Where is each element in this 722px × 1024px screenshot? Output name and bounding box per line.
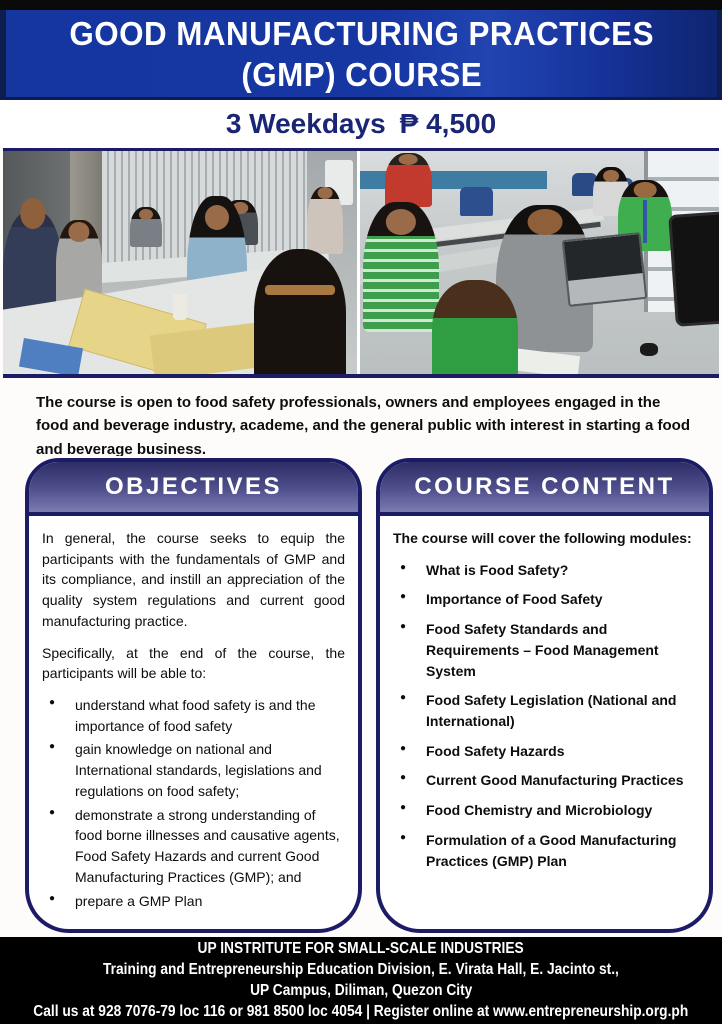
- photo-laptop-art: [561, 232, 647, 307]
- photo-person-art: [130, 207, 162, 247]
- photo-cup-art: [173, 294, 187, 321]
- photo-person-art: [363, 202, 438, 331]
- course-title-line-2: (GMP) COURSE: [241, 55, 482, 93]
- objectives-card: [25, 458, 362, 933]
- objectives-heading: OBJECTIVES: [29, 462, 358, 516]
- footer-division-address: Training and Entrepreneurship Education Division, E. Virata Hall, E. Jacinto st.,: [103, 961, 619, 978]
- course-content-paragraph: The course will cover the following modules:: [393, 530, 692, 546]
- objectives-body: [29, 516, 358, 929]
- list-item: ● Food Safety Hazards: [393, 741, 696, 762]
- objectives-paragraph-1: In general, the course seeks to equip the participants with the fundamentals of GMP and its compliance, and instill an appreciation of the quality system regulations and current good manufacturing practice.: [42, 530, 345, 629]
- course-content-body: [380, 516, 709, 929]
- list-item: ● gain knowledge on national and International standards, legislations and regulations on food safety;: [42, 739, 345, 801]
- photo-person-art: [254, 249, 346, 374]
- photo-strip: [3, 148, 719, 378]
- list-item: ● What is Food Safety?: [393, 560, 696, 581]
- header-banner: [0, 10, 722, 100]
- list-item: ● Importance of Food Safety: [393, 589, 696, 610]
- list-item: ● Current Good Manufacturing Practices: [393, 770, 696, 791]
- photo-person-art: [307, 187, 342, 254]
- price-text: ₱ 4,500: [399, 108, 497, 139]
- photo-person-art: [432, 280, 518, 374]
- list-item: ● Food Safety Legislation (National and International): [393, 690, 696, 731]
- footer-institute-name: UP INSTRITUTE FOR SMALL-SCALE INDUSTRIES: [197, 940, 525, 957]
- list-item: ● Formulation of a Good Manufacturing Practices (GMP) Plan: [393, 830, 696, 871]
- cards-row: [0, 456, 722, 933]
- course-title-line-1: GOOD MANUFACTURING PRACTICES: [69, 14, 654, 52]
- list-item: ● understand what food safety is and the importance of food safety: [42, 695, 345, 736]
- list-item: ● Food Chemistry and Microbiology: [393, 800, 696, 821]
- footer-campus-address: UP Campus, Diliman, Quezon City: [249, 982, 473, 999]
- photo-person-art: [385, 153, 432, 207]
- photo-chair-art: [460, 187, 492, 216]
- top-black-strip: [0, 0, 722, 10]
- footer: [0, 937, 722, 1024]
- photo-classroom-discussion: [3, 151, 357, 374]
- course-content-heading: COURSE CONTENT: [380, 462, 709, 516]
- list-item: ● prepare a GMP Plan: [42, 891, 345, 912]
- photo-monitor-art: [668, 212, 719, 327]
- photo-mouse-art: [640, 343, 658, 356]
- list-item: ● demonstrate a strong understanding of food borne illnesses and causative agents, Food Safety Hazards and current Good Manufacturing Practices (GMP); and: [42, 805, 345, 888]
- intro-paragraph: The course is open to food safety professionals, owners and employees engaged in the food and beverage industry, academe, and the general public with interest in starting a food and beverage business.: [36, 394, 691, 456]
- photo-classroom-laptop: [360, 151, 719, 374]
- footer-contact-register: Call us at 928 7076-79 loc 116 or 981 8500 loc 4054 | Register online at www.entrepreneurship.org.ph: [33, 1003, 689, 1020]
- course-content-list: [393, 560, 696, 872]
- schedule-price-bar: [0, 100, 722, 148]
- list-item: ● Food Safety Standards and Requirements – Food Management System: [393, 619, 696, 681]
- schedule-text: 3 Weekdays: [225, 108, 386, 139]
- course-content-card: [376, 458, 713, 933]
- objectives-paragraph-2: Specifically, at the end of the course, the participants will be able to:: [42, 644, 345, 682]
- objectives-list: [42, 695, 345, 911]
